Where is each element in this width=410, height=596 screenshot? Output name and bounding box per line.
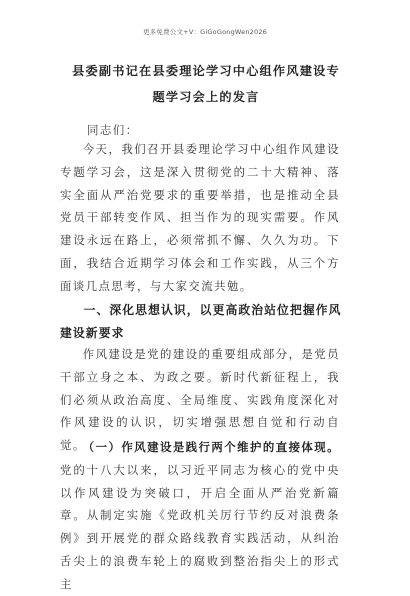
header-note: 更多免费公文+V：GiGoGongWen2026 (142, 28, 267, 36)
subsection-heading: （一）作风建设是践行两个维护的直接体现。 (82, 440, 340, 454)
paragraph-subsection-1 (60, 436, 340, 596)
document-title: 县委副书记在县委理论学习中心组作风建设专题学习会上的发言 (72, 64, 340, 104)
paragraph-section-1: 作风建设是党的建设的重要组成部分，是党员干部立身之本、为政之要。新时代新征程上，我们必须从政治高度、全局维度、实践角度深化对作风建设的认识，切实增强思想自觉和行动自觉。 (60, 347, 340, 453)
paragraph-intro: 今天，我们召开县委理论学习中心组作风建设专题学习会，这是深入贯彻党的二十大精神、落实全面从严治党要求的重要举措，也是推动全县党员干部转变作风、担当作为的现实需要。作风建设永远在路上，必须常抓不懈、久久为功。下面，我结合近期学习体会和工作实践，从三个方面谈几点思考，与大家交流共勉。 (60, 142, 340, 293)
subsection-text: 党的十八大以来，以习近平同志为核心的党中央以作风建设为突破口，开启全面从严治党新篇章。从制定实施《党政机关厉行节约反对浪费条例》到开展党的群众路线教育实践活动，从纠治舌尖上的浪费车轮上的腐败到整治指尖上的形式主 (60, 462, 340, 591)
greeting: 同志们： (87, 123, 139, 137)
section-heading-1: 一、深化思想认识，以更高政治站位把握作风建设新要求 (60, 303, 342, 340)
